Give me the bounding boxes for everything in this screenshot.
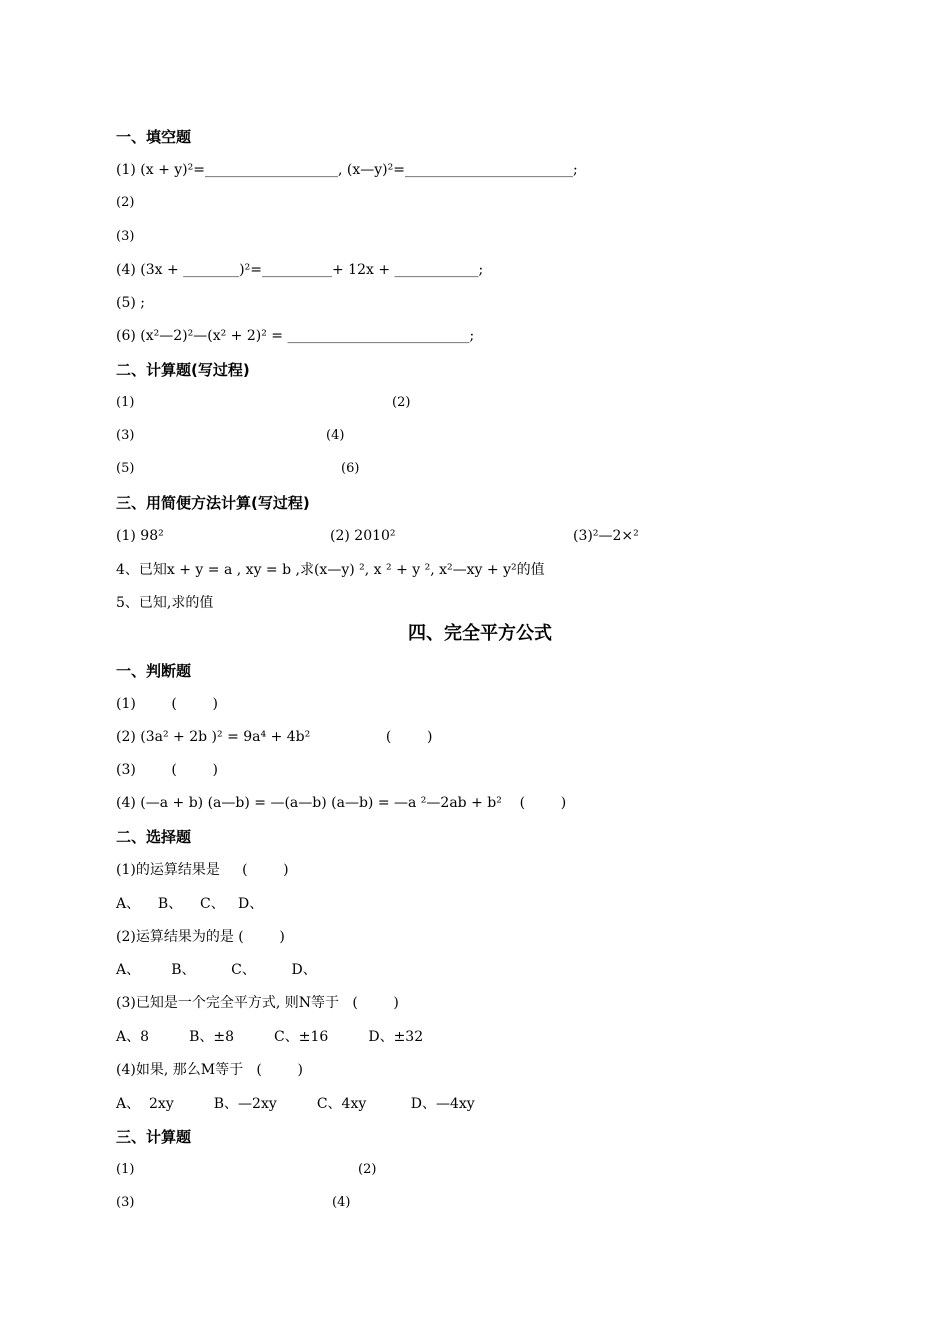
choice-question-1: (1)的运算结果是 ( ) <box>116 862 289 878</box>
judge-item-2: (2) (3a² + 2b )² = 9a⁴ + 4b² ( ) <box>116 729 433 745</box>
choice-options-2: A、 B、 C、 D、 <box>116 962 317 978</box>
problem-4: 4、已知x + y = a , xy = b ,求(x—y) ², x ² + y ², x²—xy + y²的值 <box>116 562 545 578</box>
calc-item: (5) <box>116 461 135 476</box>
compute-item: (2) <box>358 1162 377 1177</box>
calc-item: (6) <box>341 461 360 476</box>
calc-item: (2) <box>392 395 411 410</box>
simple-calc-2: (2) 2010² <box>330 528 396 544</box>
page-title: 四、完全平方公式 <box>408 623 552 644</box>
problem-5: 5、已知,求的值 <box>116 595 214 611</box>
judge-item-1: (1) ( ) <box>116 696 218 712</box>
choice-options-1: A、 B、 C、 D、 <box>116 896 264 912</box>
section-heading-fill-blank: 一、填空题 <box>116 128 192 146</box>
question-6: (6) (x²—2)²—(x² + 2)² = __________________________; <box>116 328 475 344</box>
section-heading-calculation: 二、计算题(写过程) <box>116 361 250 379</box>
simple-calc-1: (1) 98² <box>116 528 164 544</box>
calc-item: (4) <box>326 428 345 443</box>
question-5: (5) ; <box>116 295 145 311</box>
choice-question-3: (3)已知是一个完全平方式, 则N等于 ( ) <box>116 995 399 1011</box>
section-heading-simplified-calc: 三、用简便方法计算(写过程) <box>116 494 310 512</box>
judge-item-4: (4) (—a + b) (a—b) = —(a—b) (a—b) = —a ²—2ab + b² ( ) <box>116 795 567 811</box>
choice-options-4: A、 2xy B、—2xy C、4xy D、—4xy <box>116 1096 475 1112</box>
compute-item: (1) <box>116 1162 135 1177</box>
section-heading-choice: 二、选择题 <box>116 828 192 846</box>
question-4: (4) (3x + ________)²=__________+ 12x + ____________; <box>116 262 484 278</box>
choice-options-3: A、8 B、±8 C、±16 D、±32 <box>116 1029 424 1045</box>
choice-question-2: (2)运算结果为的是 ( ) <box>116 929 285 945</box>
question-3: (3) <box>116 229 135 244</box>
compute-item: (4) <box>332 1195 351 1210</box>
section-heading-compute: 三、计算题 <box>116 1128 192 1146</box>
question-1: (1) (x + y)²=___________________, (x—y)²=________________________; <box>116 162 578 178</box>
judge-item-3: (3) ( ) <box>116 762 218 778</box>
section-heading-judge: 一、判断题 <box>116 662 192 680</box>
compute-item: (3) <box>116 1195 135 1210</box>
calc-item: (3) <box>116 428 135 443</box>
simple-calc-3: (3)²—2×² <box>573 528 639 544</box>
question-2: (2) <box>116 195 135 210</box>
calc-item: (1) <box>116 395 135 410</box>
choice-question-4: (4)如果, 那么M等于 ( ) <box>116 1062 303 1078</box>
